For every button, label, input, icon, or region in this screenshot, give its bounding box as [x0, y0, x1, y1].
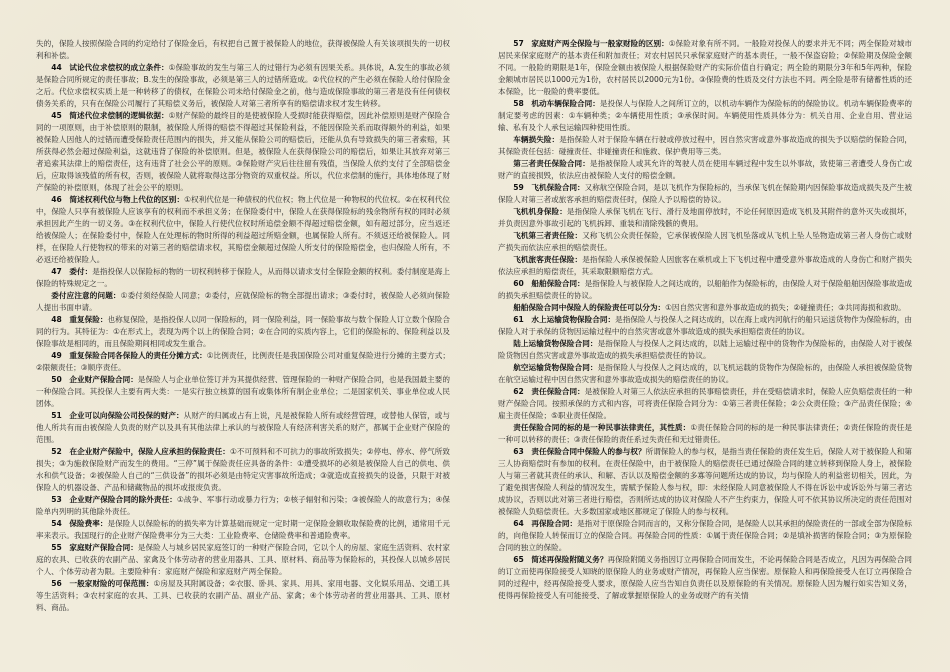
paragraph — [36, 314, 450, 350]
paragraph-text: 是指保险人与投保人之间达成的，以在海上或内河航行的船只运送货物作为保险标的，由保险人对于承保的货物因运输过程中的自然灾害或意外事故造成的损失承担赔偿责任的协议。 — [498, 315, 912, 336]
paragraph — [498, 314, 912, 338]
paragraph-text: ①因自然灾害和意外事故造成的损失；②碰撞责任；③共同海损和救助。 — [665, 303, 906, 312]
paragraph — [498, 362, 912, 386]
paragraph-text: ①责任保险合同的标的是一种民事法律责任；②责任保险的责任是一种可以转移的责任；③责任保险的责任系过失责任和无过错责任。 — [498, 423, 912, 444]
paragraph-heading: 陆上运输货物保险合同： — [513, 339, 598, 348]
paragraph-heading: 46 简述权利代位与物上代位的区别： — [51, 195, 185, 204]
paragraph-text: 是保险人以保险标的的损失率为计算基础而规定一定时期一定保险金额收取保险费的比例，通常用千元率来表示。我国现行的企业财产保险费率分为三大类：工业险费率、仓储险费率和普通险费率。 — [36, 519, 450, 540]
paragraph-heading: 车辆损失险： — [513, 135, 560, 144]
paragraph-heading: 52 在企业财产保险中，保险人应承担的保险责任： — [51, 447, 230, 456]
paragraph — [498, 206, 912, 230]
paragraph — [498, 446, 912, 518]
paragraph — [498, 338, 912, 362]
paragraph-text: 又称航空保险合同，是以飞机作为保险标的，当承保飞机在保险期内因保险事故造成损失及产生被保险人对第三者或旅客承担的赔偿责任时，保险人予以赔偿的协议。 — [498, 183, 912, 204]
paragraph — [498, 278, 912, 302]
paragraph-text: 是保险人与企业单位签订并为其提供经营、管理保险的一种财产保险合同，也是我国最主要的一种保险合同。其投保人主要有两大类：一是实行独立核算的国有或集体所有制企业单位；二是国家机关、事业单位或人民团体。 — [36, 375, 450, 408]
paragraph-heading: 63 责任保险合同中保险人的参与权？ — [513, 447, 646, 456]
paragraph — [36, 350, 450, 374]
paragraph-text: 所谓保险人的参与权，是指当责任保险的责任发生后，保险人对于被保险人和第三人协商赔偿时有参加的权利。在责任保险中，由于被保险人的赔偿责任已通过保险合同的建立转移到保险人身上，被保险人与第三者就其责任的承认、和解、否认以及赔偿金额的多寡等问题所达成的协议，均与保险人的利益密切相关，因此，为了避免损害保险人利益的情况发生，需赋予保险人参与权，即：未经保险人同意被保险人不得在诉讼中或诉讼外与第三者达成协议，否则以此对第三者进行赔偿，否则所达成的协议对保险人不产生约束力，保险人可不依其协议所决定的责任范围对被保险人负赔偿责任。大多数国家或地区都规定了保险人的参与权利。 — [498, 447, 912, 516]
paragraph — [36, 266, 450, 290]
paragraph-heading: 航空运输货物保险合同： — [513, 363, 598, 372]
paragraph — [498, 518, 912, 554]
paragraph-heading: 55 家庭财产保险合同： — [51, 543, 138, 552]
paragraph — [498, 134, 912, 158]
paragraph — [498, 182, 912, 206]
paragraph — [36, 578, 450, 614]
paragraph-heading: 56 一般家财险的可保范围： — [51, 579, 154, 588]
paragraph-heading: 64 再保险合同： — [513, 519, 578, 528]
paragraph-text: ①保险对象有所不同。一般险对投保人的要求并无不同；两全保险对城市居民来保家庭财产的基本责任和附加责任；对农村居民只承保家庭财产的基本责任，一般不保盗窃险；②保险期及保险金额不同。一般险的期限是1年，保险金额由被保险人根据保险财产的实际价值自行确定；两全险的期限分3年和5年两种，保险金额城市居民以1000元为1份，农村居民以2000元为1份。③保险费的性质及交付方法也不同。两全险是带有储蓄性质的还本保险，比一般险的费率要低。 — [498, 39, 912, 96]
paragraph — [498, 158, 912, 182]
paragraph-heading: 第三者责任保险合同： — [513, 159, 590, 168]
paragraph-text: 是投保人与保险人之间所订立的，以机动车辆作为保险标的的保险协议。机动车辆保险费率的制定要考虑的因素：①车辆种类；②车辆使用性质；③承保时间。车辆使用性质具体分为：机关自用、企业自用、营业运输、私有及个人承包运输四种使用性质。 — [498, 99, 912, 132]
paragraph-heading: 45 简述代位求偿制的逻辑依据： — [51, 111, 169, 120]
paragraph-text: 再保险附随义务指因订立再保险合同而发生，不论再保险合同是否成立，凡因为再保险合同的订立而使再保险接受人知晓的原保险人的业务或财产情况，再保险人应当保密。原保险人和再保险接受人在订立再保险合同的过程中，经再保险接受人要求，原保险人应当告知自负责任以及原保险的有关情况。原保险人因为履行如实告知义务，使得再保险接受人有可能接受、了解或掌握原保险人的业务或财产的有关情 — [498, 555, 912, 600]
paragraph — [498, 254, 912, 278]
paragraph-heading: 54 保险费率： — [51, 519, 108, 528]
paragraph-heading: 61 水上运输货物保险合同： — [513, 315, 616, 324]
paragraph-heading: 47 委付： — [51, 267, 93, 276]
paragraph-heading: 59 飞机保险合同： — [513, 183, 585, 192]
paragraph — [498, 386, 912, 422]
paragraph — [36, 494, 450, 518]
paragraph — [36, 446, 450, 494]
paragraph-heading: 责任保险合同的标的是一种民事法律责任，其性质： — [513, 423, 691, 432]
paragraph-text: 是指保险人与被保险人之间达成的，以船舶作为保险标的，由保险人对于保险船舶因保险事故造成的损失承担赔偿责任的协议。 — [498, 279, 912, 300]
paragraph-heading: 51 企业可以向保险公司投保的财产： — [51, 411, 184, 420]
paragraph-heading: 飞机第三者责任险： — [513, 231, 583, 240]
paragraph — [36, 542, 450, 578]
paragraph — [36, 290, 450, 314]
paragraph — [36, 62, 450, 110]
paragraph-text: ①保险事故的发生与第三人的过错行为必须有因果关系。具体说，A.发生的事故必须是保险合同所规定的责任事故；B.发生的保险事故，必须是第三人的过错所造成。②代位权的产生必须在保险人给付保险金之后。代位求偿权实质上是一种转移了的债权，在保险公司未给付保险金之前，他与造成保险事故的第三者是没有任何债权债务关系的，只有在保险公司履行了其赔偿义务后，被保险人对第三者所享有的赔偿请求权才发生转移。 — [36, 63, 450, 108]
paragraph-text: 也称复保险，是指投保人以同一保险标的，同一保险利益，同一保险事故与数个保险人订立数个保险合同的行为。其特征为：①在形式上，表现为两个以上的保险合同；②在合同的实质内容上，它们的保险标的、保险利益以及保险事故是相同的，而且保险期间相同或发生重合。 — [36, 315, 450, 348]
paragraph-text: ①财产保险的最终目的是使被保险人受损时能获得赔偿，因此补偿原则是财产保险合同的一项原则，由于补偿原则的限制，被保险人所得的赔偿不得超过其保险利益，不能因保险关系而取得额外的利益，如果被保险人因他人的过错而遭受保险责任范围内的损失，并又能从保险公司的赔偿后，还能从负有导致损失的第三者索赔，其所获得必然会超过保险利益，这就违背了保险的补偿原则。但是，被保险人在获得保险公司的赔偿后，如果让其放弃对第三者追索其法律上的赔偿责任，这有违背了社会公平的原则。③保险财产灾后往往留有残值，当保险人依约支付了全部赔偿金后，应取得该残值的所有权，否则，被保险人就将取得这部分物资的双重权益。所以，代位求偿制的施行，具体地体现了财产保险的补偿原则，体现了社会公平的原则。 — [36, 111, 450, 192]
paragraph — [498, 230, 912, 254]
paragraph-text: ①委付须经保险人同意；②委付，应就保险标的物全部提出请求；③委付时，被保险人必须向保险人提出书面申请。 — [36, 291, 450, 312]
paragraph-heading: 飞机机身保险： — [513, 207, 567, 216]
paragraph-text: ①战争、军事行动或暴力行为；②核子辐射和污染；③被保险人的故意行为；④保险单内列明的其他除外责任。 — [36, 495, 450, 516]
left-column — [36, 38, 450, 660]
paragraph-text: 是指保险人承保飞机在飞行、滑行及地面停放时，不论任何原因造成飞机及其附件的意外灭失或损坏，并负责因意外事故引起的飞机拆卸、重装和清除残骸的费用。 — [498, 207, 912, 228]
paragraph-heading: 委付应注意的问题： — [51, 291, 121, 300]
paragraph — [36, 410, 450, 446]
paragraph-text: 从财产的归属或占有上说，凡是被保险人所有或经营管理，或替他人保管，或与他人所共有而由被保险人负责的财产以及具有其他法律上承认的与被保险人有经济利害关系的财产，都属于企业财产保险的范围。 — [36, 411, 450, 444]
paragraph-text: 是指保险人对于保险车辆在行驶或停放过程中，因自然灾害或意外事故造成的损失予以赔偿的保险合同，其保险责任包括：碰撞责任、非碰撞责任和施救、保护费用等三类。 — [498, 135, 912, 156]
paragraph-heading: 49 重复保险合同各保险人的责任分摊方式： — [51, 351, 207, 360]
paragraph-heading: 船舶保险合同中保险人的保险责任可以分为： — [513, 303, 666, 312]
paragraph-text: ①权利代位是一种债权的代位权；物上代位是一种物权的代位权。②在权利代位中，保险人只享有被保险人应该享有的权利而不承担义务；在保险委付中，保险人在获得保险标的残余物所有权的同时必须承担因此产生的一切义务。③在权利代位中，保险人行使代位权时所追偿金额不得超过赔偿金额，如有超过部分，应当返还给被保险人；在保险委付中，保险人在处理标的物时所得的利益超过所赔金额，也属保险人所有。不须返还给被保险人。同样，在保险人行使物权的带来的对第三者的赔偿请求权，其赔偿金额超过保险人所支付的保险赔偿金，也归保险人所有，不必返还给被保险人。 — [36, 195, 450, 264]
paragraph-heading: 50 企业财产保险合同： — [51, 375, 138, 384]
paragraph-heading: 44 试论代位求偿权的成立条件： — [51, 63, 169, 72]
paragraph-text: 是指保险人与投保人之间达成的，以飞机运载的货物作为保险标的，由保险人承担被保险货物在航空运输过程中因自然灾害和意外事故造成损失的赔偿责任的协议。 — [498, 363, 912, 384]
paragraph-text: 是指对于原保险合同而言的，又称分保险合同，是保险人以其承担的保险责任的一部或全部为保险标的，向他保险人转保而订立的保险合同。再保险合同的性质：①属于责任保险合同；②是填补损害的保险合同；③为原保险合同的独立的保险。 — [498, 519, 912, 552]
right-column — [498, 38, 912, 660]
paragraph — [498, 38, 912, 98]
paragraph-heading: 飞机旅客责任保险： — [513, 255, 583, 264]
paragraph — [36, 194, 450, 266]
paragraph-text: 是保险人与城乡居民家庭签订的一种财产保险合同，它以个人的房屋、家庭生活资料、农村家庭的农具、已收获的农副产品、家禽及个体劳动者的营业用器具、工具、原材料、商品等为保险标的，其投保人以城乡居民个人、个体劳动者为限。主要险种有：家庭财产保险和家庭财产两全保险。 — [36, 543, 450, 576]
paragraph-text: ①不可预料和不可抗力的事故所致损失；②停电、停水、停气所致损失；③为施救保险财产而发生的费用。“三停”属于保险责任应具备的条件：①遭受损坏的必须是被保险人自己的供电、供水和供气设备；②被保险人自己的“三供设备”的损坏必须是由特定灾害事故所造成；③就造成直接损失的设备，只限于对被保险人的机器设备、产品和储藏物品的损坏或报废负责。 — [36, 447, 450, 492]
paragraph — [36, 110, 450, 194]
paragraph-text: 是指保险人承保被保险人因旅客在乘机或上下飞机过程中遭受意外事故造成的人身伤亡和财产损失依法应承担的赔偿责任，其采取限额赔偿方式。 — [498, 255, 912, 276]
paragraph — [498, 554, 912, 602]
paragraph — [36, 374, 450, 410]
paragraph-heading: 58 机动车辆保险合同： — [513, 99, 600, 108]
paragraph-heading: 48 重复保险： — [51, 315, 108, 324]
paragraph-heading: 53 企业财产保险合同的除外责任： — [51, 495, 177, 504]
paragraph-text: 是指投保人以保险标的物的一切权利转移于保险人，从而得以请求支付全保险金额的权利。委付制度是海上保险的特殊规定之一。 — [36, 267, 450, 288]
paragraph-heading: 57 家庭财产两全保险与一般家财险的区别： — [513, 39, 669, 48]
paragraph — [36, 518, 450, 542]
paragraph-heading: 62 责任保险合同： — [513, 387, 585, 396]
paragraph-text: 是指被保险人或其允许的驾驶人员在使用车辆过程中发生以外事故，致使第三者遭受人身伤亡或财产的直接损毁，依法应由被保险人支付的赔偿金额。 — [498, 159, 912, 180]
paragraph — [36, 38, 450, 62]
paragraph-heading: 65 简述再保险附随义务？ — [513, 555, 608, 564]
paragraph-text: ①房屋及其附属设备；②衣服、卧具、家具、用具、家用电器、文化娱乐用品、交通工具等生活资料；③农村家庭的农具、工具、已收获的农副产品、副业产品、家禽；④个体劳动者的营业用器具、工具、原材料、商品。 — [36, 579, 450, 612]
paragraph — [498, 302, 912, 314]
paragraph — [498, 98, 912, 134]
paragraph-text: ①比例责任，比例责任是我国保险公司对重复保险进行分摊的主要方式；②限额责任；③顺序责任。 — [36, 351, 450, 372]
paragraph-text: 是被保险人对第三人依法应承担的民事赔偿责任，并在受赔偿请求时，保险人应负赔偿责任的一种财产保险合同。按照承保的方式和内容，可将责任保险合同分为：①第三者责任保险；②公众责任险；③产品责任保险；④雇主责任保险；⑤职业责任保险。 — [498, 387, 912, 420]
paragraph-text: 是指保险人与投保人之间达成的，以陆上运输过程中的货物作为保险标的，由保险人对于被保险货物因自然灾害或意外事故造成的损失承担赔偿责任的协议。 — [498, 339, 912, 360]
paragraph-text: 失的，保险人按照保险合同的约定给付了保险金后，有权把自己置于被保险人的地位，获得被保险人有关该项损失的一切权利和补偿。 — [36, 39, 450, 60]
paragraph-heading: 60 船舶保险合同： — [513, 279, 585, 288]
paragraph-text: 又称飞机公众责任保险，它承保被保险人因飞机坠落或从飞机上坠人坠物造成第三者人身伤亡或财产损失而依法应承担的赔偿责任。 — [498, 231, 912, 252]
paragraph — [498, 422, 912, 446]
